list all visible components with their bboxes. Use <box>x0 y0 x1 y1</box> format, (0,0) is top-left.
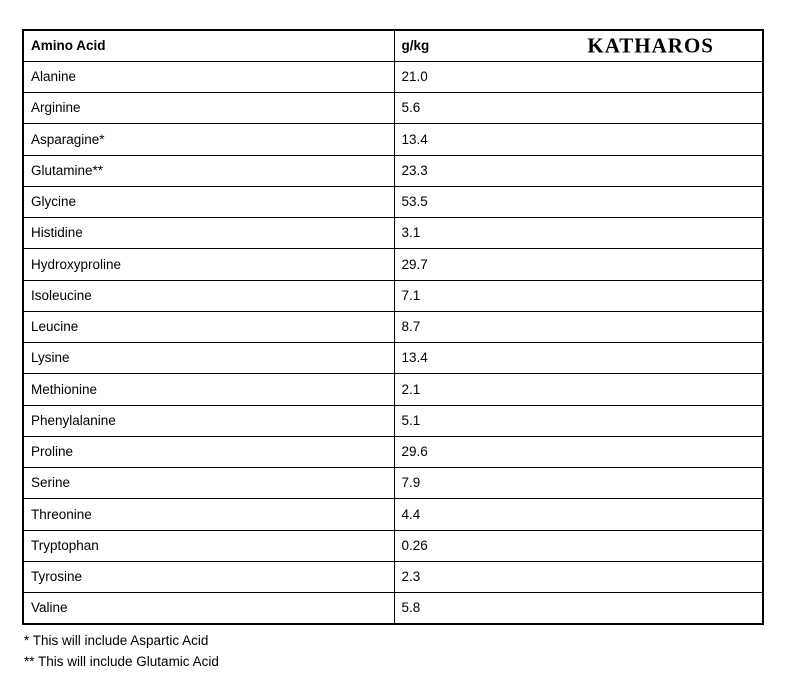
amino-acid-table <box>22 29 764 625</box>
amino-acid-name-cell: Asparagine* <box>23 124 394 155</box>
table-row <box>23 436 763 467</box>
amino-acid-name-cell: Isoleucine <box>23 280 394 311</box>
table-row <box>23 561 763 592</box>
g-per-kg-value-cell: 8.7 <box>394 311 763 342</box>
column-header-g-per-kg <box>394 30 763 61</box>
g-per-kg-value-cell: 3.1 <box>394 218 763 249</box>
amino-acid-name-cell: Phenylalanine <box>23 405 394 436</box>
footnote-glutamine: ** This will include Glutamic Acid <box>24 654 219 669</box>
table-row <box>23 218 763 249</box>
g-per-kg-value-cell: 21.0 <box>394 61 763 92</box>
table-row <box>23 499 763 530</box>
amino-acid-name-cell: Methionine <box>23 374 394 405</box>
table-row <box>23 311 763 342</box>
table-row <box>23 468 763 499</box>
table-body <box>23 61 763 624</box>
amino-acid-name-cell: Histidine <box>23 218 394 249</box>
table-row <box>23 530 763 561</box>
amino-acid-name-cell: Tyrosine <box>23 561 394 592</box>
table-row <box>23 280 763 311</box>
footnotes <box>24 634 219 669</box>
table-row <box>23 249 763 280</box>
g-per-kg-value-cell: 29.6 <box>394 436 763 467</box>
table-row <box>23 93 763 124</box>
g-per-kg-value-cell: 5.8 <box>394 593 763 624</box>
amino-acid-name-cell: Threonine <box>23 499 394 530</box>
table-row <box>23 593 763 624</box>
g-per-kg-value-cell: 53.5 <box>394 186 763 217</box>
brand-wordmark-katharos: KATHAROS <box>587 33 714 58</box>
table-row <box>23 124 763 155</box>
g-per-kg-value-cell: 29.7 <box>394 249 763 280</box>
g-per-kg-value-cell: 5.1 <box>394 405 763 436</box>
column-header-amino-acid: Amino Acid <box>23 30 394 61</box>
footnote-asparagine: * This will include Aspartic Acid <box>24 633 209 648</box>
table-header-row <box>23 30 763 61</box>
g-per-kg-value-cell: 13.4 <box>394 124 763 155</box>
g-per-kg-label: g/kg <box>401 38 430 54</box>
table-row <box>23 61 763 92</box>
amino-acid-name-cell: Valine <box>23 593 394 624</box>
amino-acid-name-cell: Leucine <box>23 311 394 342</box>
amino-acid-name-cell: Serine <box>23 468 394 499</box>
g-per-kg-value-cell: 7.9 <box>394 468 763 499</box>
table-row <box>23 155 763 186</box>
amino-acid-name-cell: Proline <box>23 436 394 467</box>
g-per-kg-value-cell: 0.26 <box>394 530 763 561</box>
table-row <box>23 186 763 217</box>
g-per-kg-value-cell: 2.1 <box>394 374 763 405</box>
g-per-kg-value-cell: 2.3 <box>394 561 763 592</box>
amino-acid-name-cell: Arginine <box>23 93 394 124</box>
amino-acid-name-cell: Lysine <box>23 343 394 374</box>
table-row <box>23 405 763 436</box>
g-per-kg-value-cell: 4.4 <box>394 499 763 530</box>
g-per-kg-value-cell: 23.3 <box>394 155 763 186</box>
g-per-kg-value-cell: 7.1 <box>394 280 763 311</box>
table-row <box>23 374 763 405</box>
amino-acid-name-cell: Glycine <box>23 186 394 217</box>
amino-acid-name-cell: Alanine <box>23 61 394 92</box>
amino-acid-name-cell: Hydroxyproline <box>23 249 394 280</box>
amino-acid-name-cell: Tryptophan <box>23 530 394 561</box>
table-row <box>23 343 763 374</box>
g-per-kg-value-cell: 13.4 <box>394 343 763 374</box>
g-per-kg-value-cell: 5.6 <box>394 93 763 124</box>
amino-acid-name-cell: Glutamine** <box>23 155 394 186</box>
